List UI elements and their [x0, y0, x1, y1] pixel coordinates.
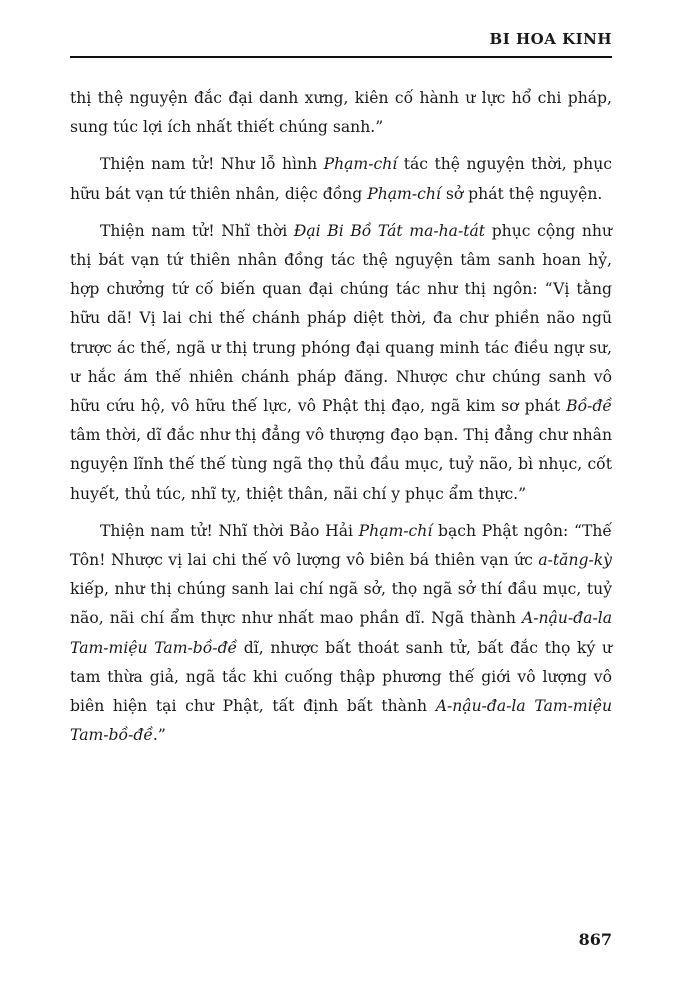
text-run: dĩ, nhược bất thoát sanh tử, bất đắc thọ ký ư tam thừa giả, ngã tắc khi cuống thập phương thế giới vô lượng vô biên hiện tại chư Phật, tất định bất thành	[70, 638, 612, 716]
text-run: tâm thời, dĩ đắc như thị đẳng vô thượng đạo bạn. Thị đẳng chư nhân nguyện lĩnh thế thế tùng ngã thọ thủ đầu mục, tuỷ não, bì nhục, cốt huyết, thủ túc, nhĩ tỵ, thiệt thân, nãi chí y phục ẩm thực.”	[70, 426, 612, 503]
running-title: BI HOA KINH	[489, 30, 612, 48]
text-run: .”	[152, 726, 166, 745]
page-number: 867	[578, 930, 612, 949]
italic-term: Phạm-chí	[323, 155, 398, 174]
text-run: Thiện nam tử! Nhĩ thời	[100, 221, 294, 240]
italic-term: A-nậu-đa-la Tam-miệu Tam-bồ-đề	[70, 697, 612, 745]
text-run: bạch Phật ngôn: “Thế Tôn! Nhược vị lai chi thế vô lượng vô biên bá thiên vạn ức	[70, 521, 612, 570]
text-run: phục cộng như thị bát vạn tứ thiên nhân đồng tác thệ nguyện tâm sanh hoan hỷ, hợp chưởng tứ cố biến quan đại chúng tác như thị ngôn: “Vị tằng hữu dã! Vị lai chi thế chánh pháp diệt thời, đa chư phiền não ngũ trược ác thế, ngã ư thị trung phóng đại quang minh tác điều ngự sư, ư hắc ám thế nhiên chánh pháp đăng. Nhược chư chúng sanh vô hữu cứu hộ, vô hữu thế lực, vô Phật thị đạo, ngã kim sơ phát	[70, 221, 612, 416]
italic-term: A-nậu-đa-la Tam-miệu Tam-bồ-đề	[70, 609, 612, 657]
paragraph	[70, 517, 612, 751]
italic-term: a-tăng-kỳ	[538, 551, 612, 570]
text-run: tác thệ nguyện thời, phục hữu bát vạn tứ thiên nhân, diệc đồng	[70, 155, 612, 203]
text-run: Thiện nam tử! Nhĩ thời Bảo Hải	[100, 521, 359, 540]
paragraph	[70, 84, 612, 142]
paragraph	[70, 150, 612, 208]
italic-term: Phạm-chí	[358, 521, 433, 540]
page-header	[70, 24, 612, 58]
body-text	[70, 84, 612, 758]
text-run: thị thệ nguyện đắc đại danh xưng, kiên cố hành ư lực hổ chi pháp, sung túc lợi ích nhất thiết chúng sanh.”	[70, 89, 612, 137]
text-run: Thiện nam tử! Như lỗ hình	[100, 155, 324, 174]
paragraph	[70, 217, 612, 509]
italic-term: Đại Bi Bồ Tát ma-ha-tát	[293, 221, 486, 240]
text-run: kiếp, như thị chúng sanh lai chí ngã sở, thọ ngã sở thí đầu mục, tuỷ não, nãi chí ẩm thực như nhất mao phần dĩ. Ngã thành	[70, 580, 612, 628]
italic-term: Phạm-chí	[367, 184, 441, 203]
italic-term: Bồ-đề	[566, 397, 612, 416]
text-run: sở phát thệ nguyện.	[440, 184, 603, 203]
